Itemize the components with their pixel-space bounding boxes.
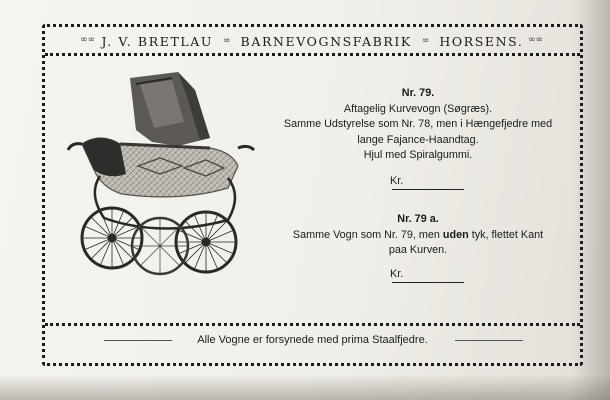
footer-divider: [45, 323, 580, 326]
item-79-number: Nr. 79.: [401, 87, 435, 99]
item-79-line: lange Fajance-Haandtag.: [357, 133, 479, 146]
item-79-price-line: [392, 189, 464, 190]
city-name: HORSENS.: [439, 33, 524, 49]
header-ornament-left: ∞∞: [80, 35, 95, 45]
business-name: BARNEVOGNSFABRIK: [240, 33, 412, 49]
pram-illustration: [60, 70, 260, 290]
item-79a-line: paa Kurven.: [388, 244, 448, 257]
item-79-line: Samme Udstyrelse som Nr. 78, men i Hængefjedre med: [283, 118, 553, 131]
ornament-icon: ∞: [223, 36, 231, 46]
item-79a-price-label: Kr.: [390, 268, 404, 280]
item-79-price-label: Kr.: [390, 175, 404, 187]
item-79a-price-line: [392, 282, 464, 283]
item-79-line: Hjul med Spiralgummi.: [363, 149, 473, 162]
catalog-header: [45, 30, 580, 52]
header-divider: [45, 53, 580, 56]
footer-rule-right: [455, 340, 523, 341]
maker-name: J. V. BRETLAU: [101, 33, 214, 49]
item-79-line: Aftagelig Kurvevogn (Søgræs).: [343, 102, 493, 115]
item-79a-description: [268, 212, 568, 259]
item-79-description: [268, 86, 568, 164]
header-ornament-right: ∞∞: [528, 35, 543, 45]
item-79a-emphasis: uden: [442, 228, 469, 241]
item-79a-line: Samme Vogn som Nr. 79, men uden tyk, flettet Kant: [292, 228, 544, 241]
item-79a-number: Nr. 79 a.: [397, 213, 439, 225]
ornament-icon: ∞: [421, 36, 430, 46]
footer-note: Alle Vogne er forsynede med prima Staalfjedre.: [197, 334, 428, 346]
